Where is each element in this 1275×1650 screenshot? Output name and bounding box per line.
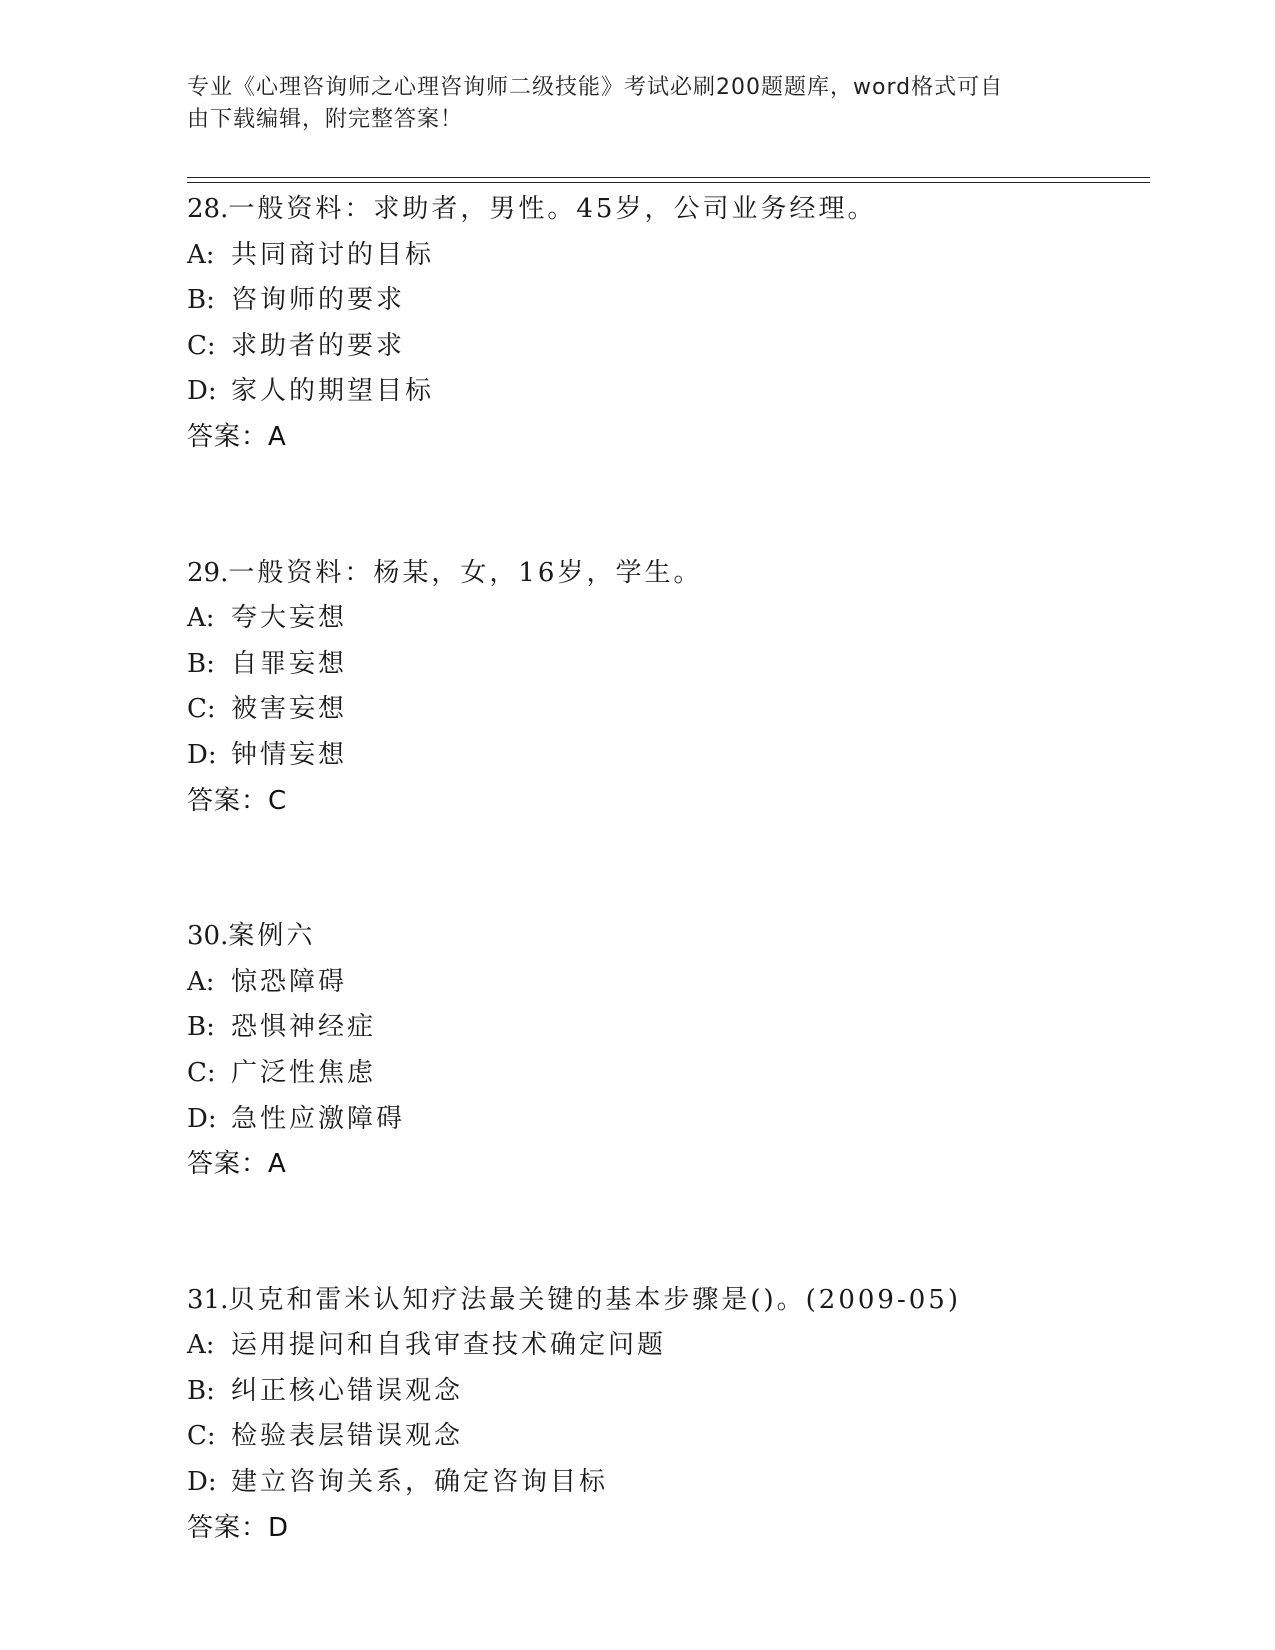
answer-value: A: [268, 1149, 287, 1180]
answer-line: [187, 1142, 1147, 1188]
header-line-1: 专业《心理咨询师之心理咨询师二级技能》考试必刷200题题库，word格式可自: [187, 75, 1004, 100]
option-c: [187, 1414, 1147, 1460]
question-text: 一般资料：求助者，男性。45岁，公司业务经理。: [228, 194, 877, 224]
option-key: B:: [187, 648, 215, 679]
option-d: [187, 1460, 1147, 1506]
question-28: [187, 187, 1147, 461]
option-b: [187, 1369, 1147, 1415]
option-text: 恐惧神经症: [231, 1012, 377, 1043]
option-text: 广泛性焦虑: [231, 1057, 377, 1088]
question-text: 贝克和雷米认知疗法最关键的基本步骤是()。(2009-05): [228, 1284, 961, 1315]
option-b: [187, 642, 1147, 688]
option-text: 检验表层错误观念: [231, 1421, 464, 1452]
option-text: 惊恐障碍: [231, 966, 348, 997]
question-31: [187, 1278, 1147, 1552]
option-a: [187, 596, 1147, 642]
option-key: D:: [187, 1103, 217, 1134]
option-text: 自罪妄想: [231, 648, 348, 679]
option-key: B:: [187, 1012, 215, 1043]
option-text: 建立咨询关系，确定咨询目标: [231, 1467, 609, 1498]
option-a: [187, 1323, 1147, 1369]
header-divider-bottom: [187, 182, 1150, 183]
option-text: 钟情妄想: [231, 739, 348, 770]
option-c: [187, 1051, 1147, 1097]
option-text: 夸大妄想: [231, 603, 348, 634]
option-text: 运用提问和自我审查技术确定问题: [231, 1330, 667, 1361]
option-c: [187, 687, 1147, 733]
question-number: 30.: [187, 921, 229, 952]
answer-value: D: [268, 1512, 290, 1543]
answer-line: [187, 1506, 1147, 1552]
option-text: 被害妄想: [231, 694, 348, 725]
option-c: [187, 324, 1147, 370]
option-a: [187, 960, 1147, 1006]
option-b: [187, 1005, 1147, 1051]
option-key: D:: [187, 739, 217, 770]
question-text: 一般资料：杨某，女，16岁，学生。: [228, 557, 703, 588]
question-number: 28.: [187, 194, 229, 224]
option-key: C:: [187, 1421, 216, 1452]
option-text: 急性应激障碍: [231, 1103, 406, 1134]
option-key: A:: [187, 966, 215, 997]
answer-label: 答案：: [187, 1512, 269, 1543]
document-header: [187, 72, 1067, 136]
option-a: [187, 233, 1147, 279]
question-spacer: [187, 824, 1147, 914]
option-d: [187, 733, 1147, 779]
option-key: B:: [187, 285, 215, 316]
option-key: A:: [187, 1330, 215, 1361]
option-key: B:: [187, 1375, 215, 1406]
question-list: [187, 187, 1147, 1551]
answer-label: 答案：: [187, 785, 269, 816]
question-stem: [187, 551, 1147, 597]
option-key: C:: [187, 330, 216, 361]
option-d: [187, 1097, 1147, 1143]
header-line-2: 由下载编辑，附完整答案！: [187, 107, 464, 132]
question-29: [187, 551, 1147, 825]
option-key: D:: [187, 376, 217, 407]
question-number: 29.: [187, 557, 229, 588]
answer-label: 答案：: [187, 1149, 269, 1180]
option-key: A:: [187, 603, 215, 634]
option-text: 咨询师的要求: [231, 285, 406, 316]
option-key: C:: [187, 1057, 216, 1088]
option-key: D:: [187, 1467, 217, 1498]
question-stem: [187, 914, 1147, 960]
option-text: 求助者的要求: [231, 330, 406, 361]
question-number: 31.: [187, 1284, 229, 1315]
option-b: [187, 278, 1147, 324]
answer-line: [187, 779, 1147, 825]
option-text: 纠正核心错误观念: [231, 1375, 464, 1406]
question-30: [187, 914, 1147, 1188]
option-d: [187, 369, 1147, 415]
option-key: C:: [187, 694, 216, 725]
question-stem: [187, 1278, 1147, 1324]
question-spacer: [187, 1188, 1147, 1278]
question-text: 案例六: [228, 921, 316, 952]
question-stem: [187, 187, 1147, 233]
option-text: 家人的期望目标: [231, 376, 435, 407]
header-divider-top: [187, 177, 1150, 178]
option-text: 共同商讨的目标: [231, 239, 435, 270]
answer-value: C: [268, 785, 288, 816]
question-spacer: [187, 461, 1147, 551]
answer-label: 答案：: [187, 421, 269, 452]
answer-line: [187, 415, 1147, 461]
answer-value: A: [268, 421, 287, 452]
option-key: A:: [187, 239, 215, 270]
